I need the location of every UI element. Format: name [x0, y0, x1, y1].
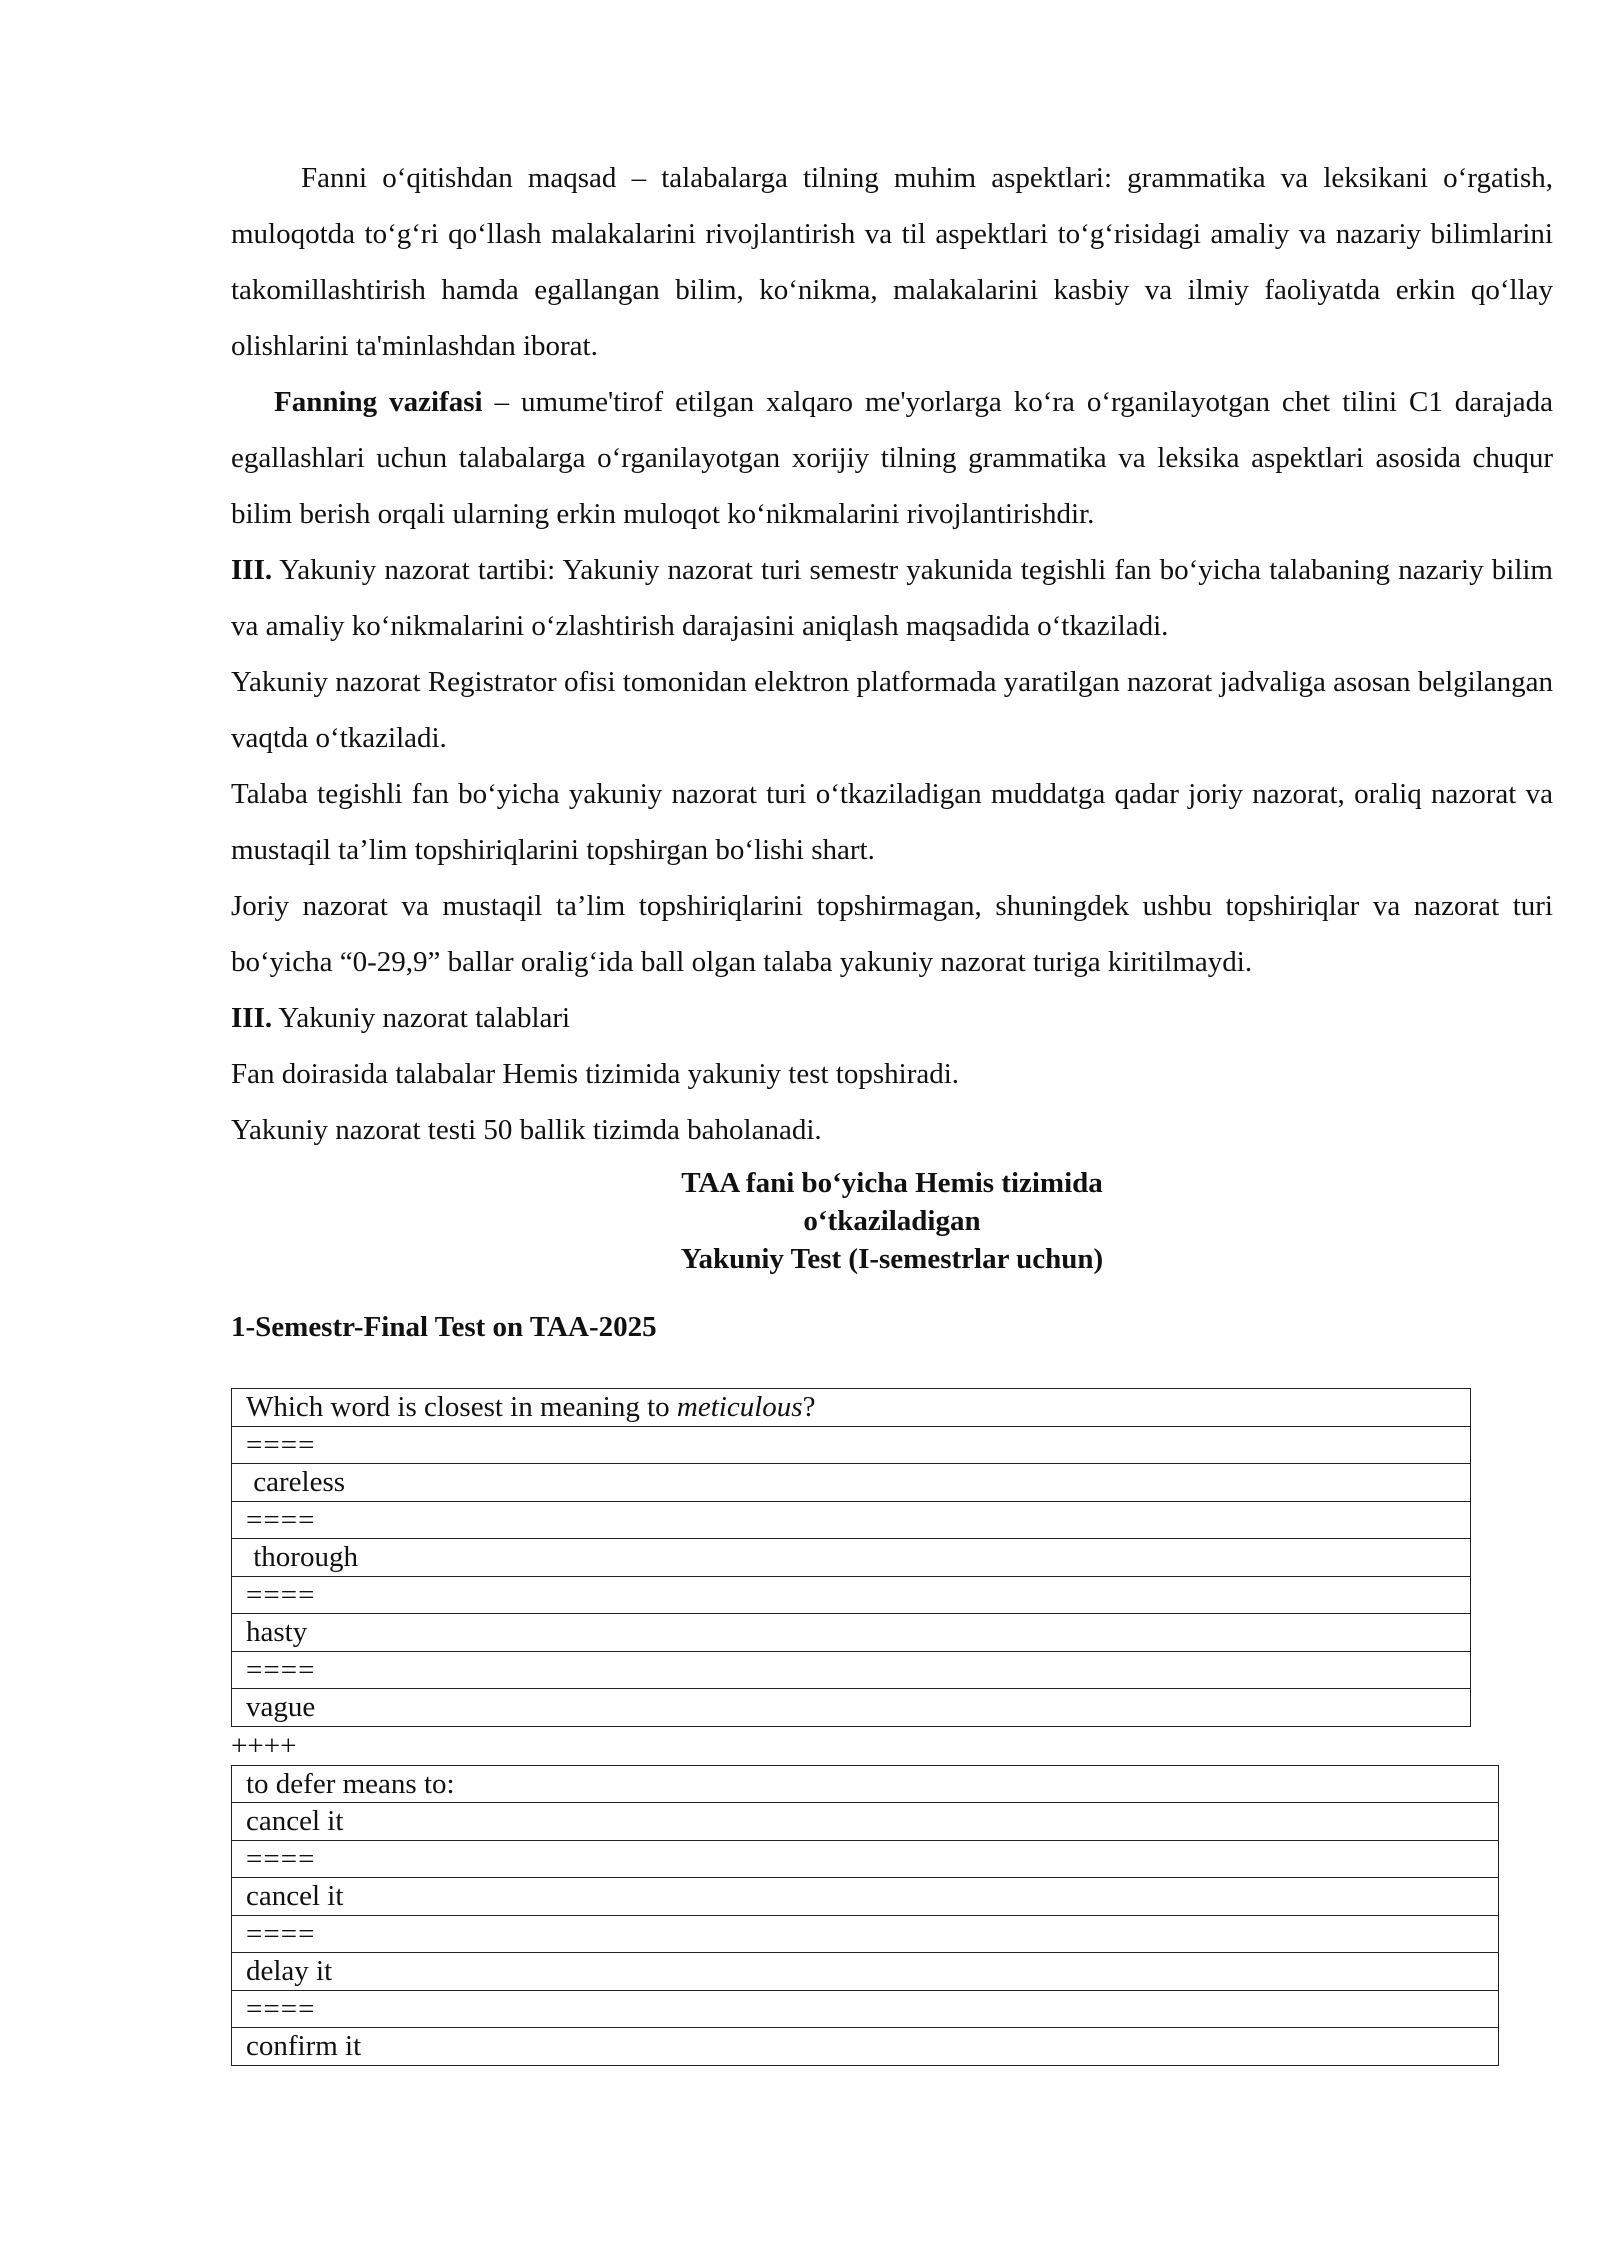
- separator-cell: ====: [232, 1501, 1471, 1539]
- paragraph-requirements-heading: [231, 990, 1553, 1046]
- answer-option: cancel it: [232, 1803, 1499, 1841]
- question-1-keyword: meticulous: [676, 1391, 803, 1424]
- task-text: – umume'tirof etilgan xalqaro me'yorlarga ko‘ra o‘rganilayotgan chet tilini C1 darajada egallashlari uchun talabalarga o‘rganilayotgan xorijiy tilning grammatika va leksika aspektlari asosida chuqur bilim berish orqali ularning erkin muloqot ko‘nikmalarini rivojlantirishdir.: [231, 386, 1553, 530]
- table-row: [232, 2028, 1499, 2066]
- table-row: [232, 1990, 1499, 2028]
- table-row: [232, 1614, 1471, 1652]
- section-number: III.: [231, 1002, 273, 1034]
- separator-cell: ====: [232, 1840, 1499, 1878]
- test-title-line-2: o‘tkaziladigan: [803, 1205, 981, 1237]
- question-separator: ++++: [231, 1729, 297, 1762]
- question-1-text: [232, 1389, 1471, 1427]
- separator-cell: ====: [232, 1915, 1499, 1953]
- table-row: [232, 1539, 1471, 1577]
- task-label: Fanning vazifasi: [274, 386, 483, 418]
- question-1-suffix: ?: [802, 1391, 816, 1424]
- question-1-table: [231, 1388, 1471, 1727]
- separator-cell: ====: [232, 1576, 1471, 1614]
- table-row: [232, 1953, 1499, 1991]
- grading-text: Yakuniy nazorat testi 50 ballik tizimda baholanadi.: [231, 1114, 822, 1146]
- paragraph-hemis-test: [231, 1046, 1553, 1102]
- section-number: III.: [231, 554, 273, 586]
- table-row: [232, 1501, 1471, 1539]
- table-row: [232, 1915, 1499, 1953]
- answer-option: confirm it: [232, 2028, 1499, 2066]
- test-title-line-3: Yakuniy Test (I-semestrlar uchun): [680, 1243, 1104, 1275]
- paragraph-student-requirement: [231, 766, 1553, 878]
- procedure-text: Yakuniy nazorat tartibi: Yakuniy nazorat turi semestr yakunida tegishli fan bo‘yicha talabaning nazariy bilim va amaliy ko‘nikmalarini o‘zlashtirish darajasini aniqlash maqsadida o‘tkaziladi.: [231, 554, 1553, 642]
- answer-option: vague: [232, 1689, 1471, 1727]
- aim-text: Fanni o‘qitishdan maqsad – talabalarga tilning muhim aspektlari: grammatika va leksikani o‘rgatish, muloqotda to‘g‘ri qo‘llash malakalarini rivojlantirish va til aspektlari to‘g‘risidagi amaliy va nazariy bilimlarini takomillashtirish hamda egallangan bilim, ko‘nikma, malakalarini kasbiy va ilmiy faoliyatda erkin qo‘llay olishlarini ta'minlashdan iborat.: [231, 162, 1553, 362]
- table-row: [232, 1426, 1471, 1464]
- question-1-prefix: Which word is closest in meaning to: [246, 1391, 677, 1424]
- separator-cell: ====: [232, 1990, 1499, 2028]
- table-row: [232, 1389, 1471, 1427]
- separator-cell: ====: [232, 1426, 1471, 1464]
- paragraph-aim: [231, 150, 1553, 374]
- table-row: [232, 1803, 1499, 1841]
- paragraph-grading: [231, 1102, 1553, 1158]
- answer-option: delay it: [232, 1953, 1499, 1991]
- question-2-text: to defer means to:: [232, 1765, 1499, 1803]
- paragraph-final-control-procedure: [231, 542, 1553, 654]
- table-row: [232, 1651, 1471, 1689]
- test-title: [231, 1158, 1553, 1278]
- answer-option: hasty: [232, 1614, 1471, 1652]
- exclusion-text: Joriy nazorat va mustaqil ta’lim topshiriqlarini topshirmagan, shuningdek ushbu topshiriqlar va nazorat turi bo‘yicha “0-29,9” ballar oralig‘ida ball olgan talaba yakuniy nazorat turiga kiritilmaydi.: [231, 890, 1553, 978]
- question-2-table: [231, 1765, 1499, 2066]
- hemis-test-text: Fan doirasida talabalar Hemis tizimida yakuniy test topshiradi.: [231, 1058, 960, 1090]
- table-row: [232, 1689, 1471, 1727]
- registrar-text: Yakuniy nazorat Registrator ofisi tomonidan elektron platformada yaratilgan nazorat jadvaliga asosan belgilangan vaqtda o‘tkaziladi.: [231, 666, 1553, 754]
- test-title-line-1: TAA fani bo‘yicha Hemis tizimida: [681, 1167, 1103, 1199]
- student-requirement-text: Talaba tegishli fan bo‘yicha yakuniy nazorat turi o‘tkaziladigan muddatga qadar joriy nazorat, oraliq nazorat va mustaqil ta’lim topshiriqlarini topshirgan bo‘lishi shart.: [231, 778, 1553, 866]
- document-page: [231, 150, 1553, 2066]
- test-heading: 1-Semestr-Final Test on TAA-2025: [231, 1311, 657, 1343]
- table-row: [232, 1840, 1499, 1878]
- table-row: [232, 1464, 1471, 1502]
- requirements-heading-text: Yakuniy nazorat talablari: [272, 1002, 571, 1034]
- answer-option: careless: [232, 1464, 1471, 1502]
- answer-option: thorough: [232, 1539, 1471, 1577]
- paragraph-exclusion: [231, 878, 1553, 990]
- separator-cell: ====: [232, 1651, 1471, 1689]
- paragraph-task: [231, 374, 1553, 542]
- table-row: [232, 1576, 1471, 1614]
- table-row: [232, 1878, 1499, 1916]
- paragraph-registrar: [231, 654, 1553, 766]
- table-row: [232, 1765, 1499, 1803]
- answer-option: cancel it: [232, 1878, 1499, 1916]
